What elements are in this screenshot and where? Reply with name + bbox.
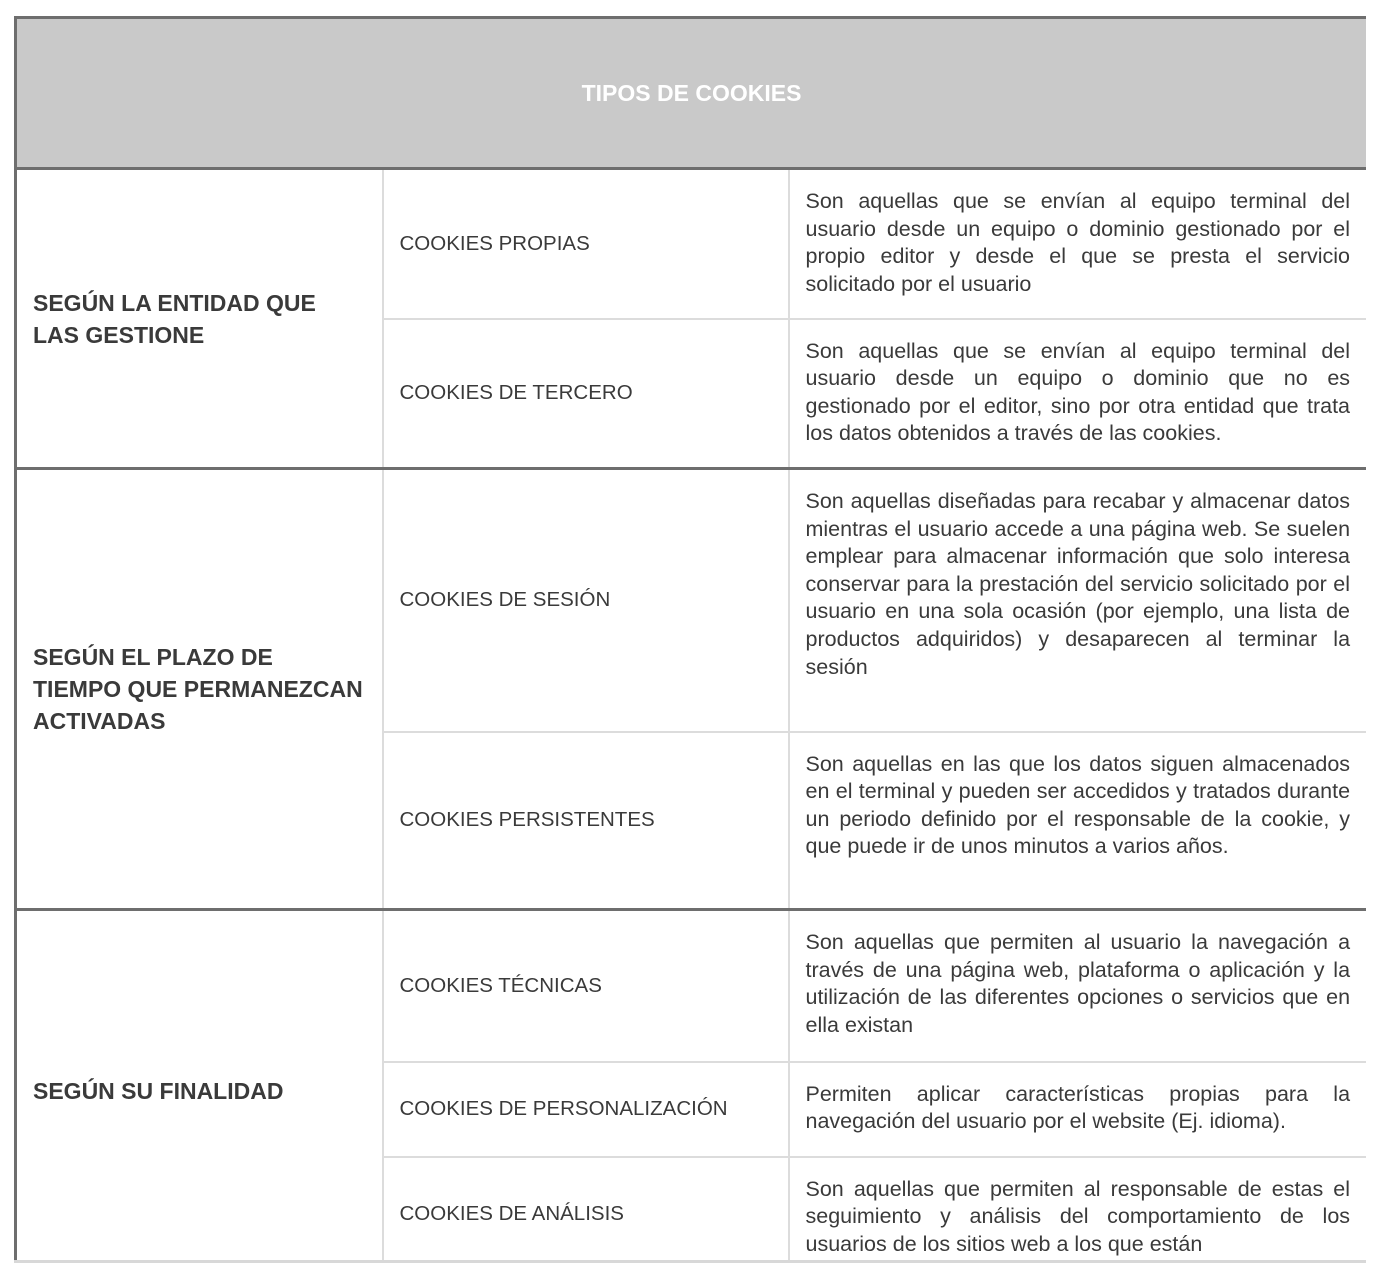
cookie-description-cell: Son aquellas que se envían al equipo terminal del usuario desde un equipo o dominio que no es gestionado por el editor, sino por otra entidad que trata los datos obtenidos a través de las cookies. xyxy=(789,319,1367,469)
cookie-type-cell: COOKIES PERSISTENTES xyxy=(383,732,789,910)
cookie-description-cell: Son aquellas que permiten al usuario la navegación a través de una página web, plataforma o aplicación y la utilización de las diferentes opciones o servicios que en ella existan xyxy=(789,910,1367,1062)
cookie-type-cell: COOKIES PROPIAS xyxy=(383,169,789,319)
cookie-description-cell: Son aquellas en las que los datos siguen almacenados en el terminal y pueden ser accedidos y tratados durante un periodo definido por el responsable de la cookie, y que puede ir de unos minutos a varios años. xyxy=(789,732,1367,910)
table-title: TIPOS DE COOKIES xyxy=(16,18,1367,169)
cookies-table-container xyxy=(14,16,1366,1263)
cookie-type-cell: COOKIES DE PERSONALIZACIÓN xyxy=(383,1062,789,1157)
group-label-text: SEGÚN LA ENTIDAD QUE LAS GESTIONE xyxy=(33,289,316,348)
cookie-type-cell: COOKIES TÉCNICAS xyxy=(383,910,789,1062)
cookies-types-table xyxy=(14,16,1366,1263)
group-label-text: SEGÚN EL PLAZO DE TIEMPO QUE PERMANEZCAN ACTIVADAS xyxy=(33,644,363,734)
group-label-finalidad xyxy=(16,910,383,1264)
table-header-row xyxy=(16,18,1367,169)
cookie-description-cell: Permiten aplicar características propias para la navegación del usuario por el website (Ej. idioma). xyxy=(789,1062,1367,1157)
table-row xyxy=(16,910,1367,1062)
cookie-type-cell: COOKIES DE SESIÓN xyxy=(383,469,789,732)
cookie-description-cell: Son aquellas diseñadas para recabar y almacenar datos mientras el usuario accede a una página web. Se suelen emplear para almacenar información que solo interesa conservar para la prestación del servicio solicitado por el usuario en una sola ocasión (por ejemplo, una lista de productos adquiridos) y desaparecen al terminar la sesión xyxy=(789,469,1367,732)
group-label-text: SEGÚN SU FINALIDAD xyxy=(33,1077,284,1104)
cookie-type-cell: COOKIES DE ANÁLISIS xyxy=(383,1157,789,1264)
cookie-description-cell: Son aquellas que permiten al responsable de estas el seguimiento y análisis del comportamiento de los usuarios de los sitios web a los que están xyxy=(789,1157,1367,1264)
cookie-description-cell: Son aquellas que se envían al equipo terminal del usuario desde un equipo o dominio gestionado por el propio editor y desde el que se presta el servicio solicitado por el usuario xyxy=(789,169,1367,319)
cookie-type-cell: COOKIES DE TERCERO xyxy=(383,319,789,469)
table-row xyxy=(16,469,1367,732)
table-row xyxy=(16,169,1367,319)
group-label-plazo xyxy=(16,469,383,910)
group-label-entidad xyxy=(16,169,383,469)
